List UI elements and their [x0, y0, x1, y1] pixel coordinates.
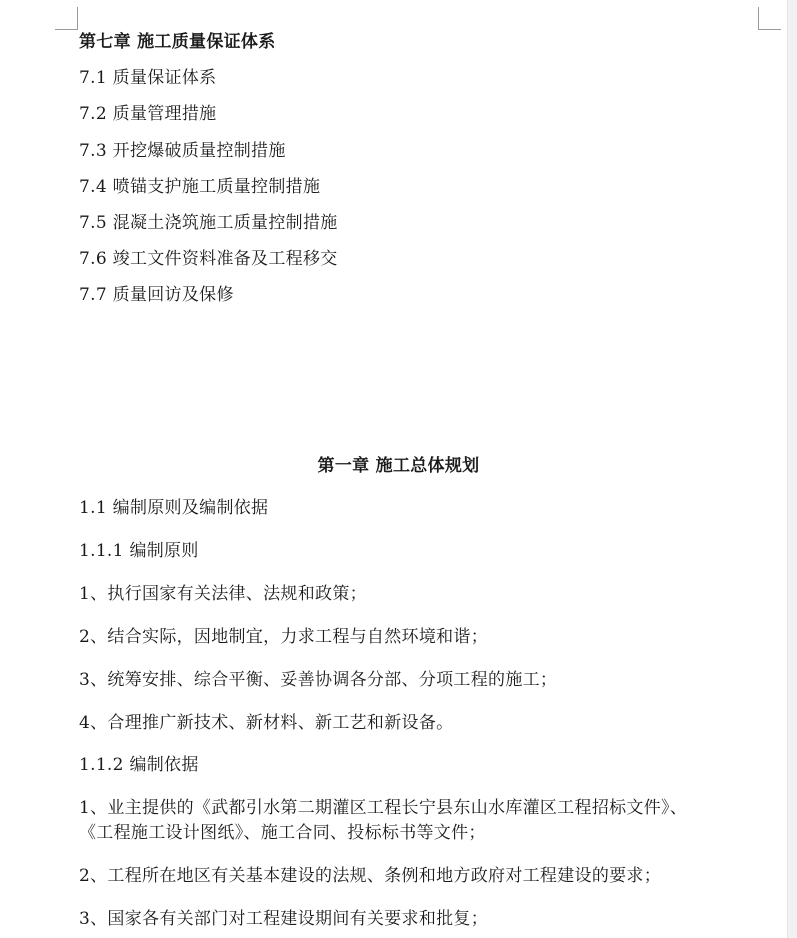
toc-item-7-5: 7.5 混凝土浇筑施工质量控制措施 [79, 213, 338, 233]
page-corner-mark-top-left [55, 7, 78, 30]
basis-item-1-line-1: 1、业主提供的《武都引水第二期灌区工程长宁县东山水库灌区工程招标文件》、 [79, 798, 688, 818]
principle-item-3: 3、统筹安排、综合平衡、妥善协调各分部、分项工程的施工； [79, 670, 558, 690]
basis-item-1-line-2: 《工程施工设计图纸》、施工合同、投标标书等文件； [79, 823, 486, 843]
section-heading-1-1-1: 1.1.1 编制原则 [79, 541, 199, 561]
toc-item-7-1: 7.1 质量保证体系 [79, 68, 217, 88]
basis-item-3: 3、国家各有关部门对工程建设期间有关要求和批复； [79, 909, 489, 929]
principle-item-1: 1、执行国家有关法律、法规和政策； [79, 584, 367, 604]
toc-item-7-7: 7.7 质量回访及保修 [79, 285, 234, 305]
page-corner-mark-top-right [758, 7, 781, 30]
toc-item-7-6: 7.6 竣工文件资料准备及工程移交 [79, 249, 338, 269]
section-heading-1-1: 1.1 编制原则及编制依据 [79, 498, 269, 518]
toc-item-7-2: 7.2 质量管理措施 [79, 104, 217, 124]
basis-item-2: 2、工程所在地区有关基本建设的法规、条例和地方政府对工程建设的要求； [79, 866, 662, 886]
toc-item-7-3: 7.3 开挖爆破质量控制措施 [79, 141, 286, 161]
section-heading-1-1-2: 1.1.2 编制依据 [79, 755, 199, 775]
chapter-7-title: 第七章 施工质量保证体系 [79, 32, 276, 52]
chapter-1-title: 第一章 施工总体规划 [317, 456, 480, 476]
toc-item-7-4: 7.4 喷锚支护施工质量控制措施 [79, 177, 321, 197]
principle-item-2: 2、结合实际，因地制宜，力求工程与自然环境和谐； [79, 627, 489, 647]
principle-item-4: 4、合理推广新技术、新材料、新工艺和新设备。 [79, 713, 454, 733]
